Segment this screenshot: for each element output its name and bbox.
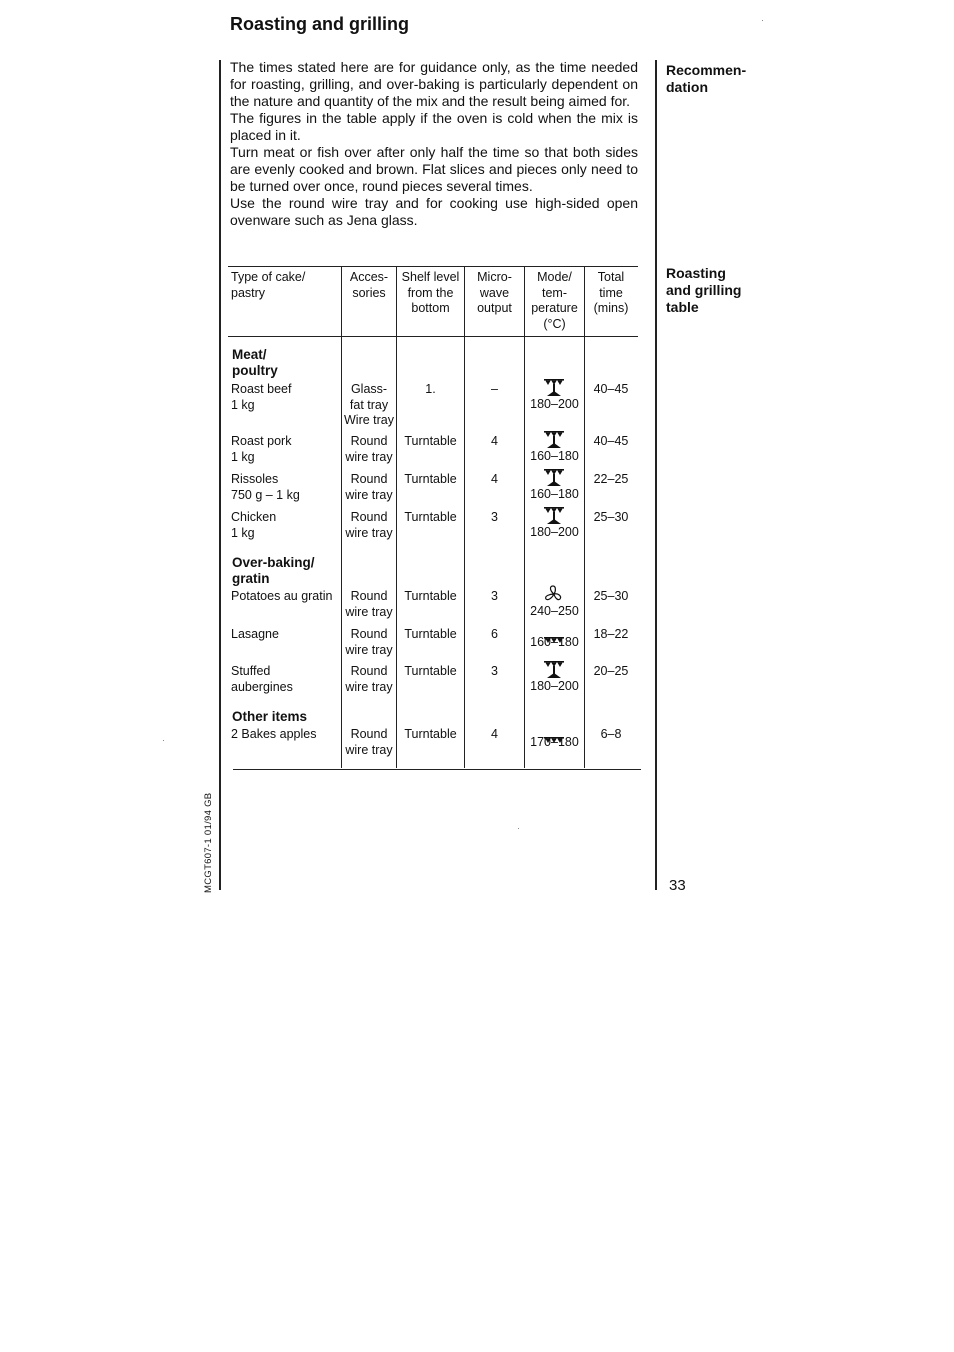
row-item: 2 Bakes apples <box>231 727 317 741</box>
row-total-time: 40–45 <box>593 382 629 396</box>
row-temperature: 160–180 <box>530 635 579 649</box>
row-temperature: 180–200 <box>530 679 579 693</box>
row-shelf-level: 1. <box>425 382 436 396</box>
scan-speck <box>163 740 164 741</box>
page-number: 33 <box>669 877 686 894</box>
row-item: Rissoles 750 g – 1 kg <box>231 472 300 502</box>
row-total-time: 25–30 <box>593 589 629 603</box>
row-total-time: 25–30 <box>593 510 629 524</box>
row-shelf-level: Turntable <box>404 664 457 678</box>
row-item: Roast pork 1 kg <box>231 434 292 464</box>
row-microwave-output: 3 <box>491 664 498 678</box>
row-microwave-output: 3 <box>491 589 498 603</box>
sidebar-heading-recommendation: Recommen- dation <box>666 62 747 95</box>
row-temperature: 160–180 <box>530 449 579 463</box>
right-margin-rule <box>655 60 657 890</box>
row-temperature: 180–200 <box>530 397 579 411</box>
row-shelf-level: Turntable <box>404 727 457 741</box>
row-temperature: 170–180 <box>530 735 579 749</box>
row-total-time: 22–25 <box>593 472 629 486</box>
row-temperature: 180–200 <box>530 525 579 539</box>
row-accessories: Round wire tray <box>345 627 393 657</box>
header-shelf-level: Shelf level from the bottom <box>401 270 460 315</box>
row-shelf-level: Turntable <box>404 434 457 448</box>
row-microwave-output: 4 <box>491 472 498 486</box>
row-shelf-level: Turntable <box>404 510 457 524</box>
row-accessories: Glass- fat tray Wire tray <box>344 382 394 427</box>
section-heading-meat-poultry: Meat/ poultry <box>232 347 278 378</box>
row-microwave-output: 4 <box>491 434 498 448</box>
header-type: Type of cake/ pastry <box>231 270 306 300</box>
intro-paragraph: The figures in the table apply if the oven is cold when the mix is placed in it. <box>230 110 638 143</box>
row-shelf-level: Turntable <box>404 472 457 486</box>
row-accessories: Round wire tray <box>345 434 393 464</box>
sidebar-heading-table: Roasting and grilling table <box>666 265 742 315</box>
document-code: MCGT607-1 01/94 GB <box>203 792 214 893</box>
intro-paragraph: Turn meat or fish over after only half the time so that both sides are evenly cooked and brown. Flat slices and pieces only need to be turned over once, round pieces several times. <box>230 144 638 194</box>
row-shelf-level: Turntable <box>404 589 457 603</box>
header-accessories: Acces- sories <box>349 270 389 300</box>
table-bottom-rule <box>233 769 641 770</box>
row-microwave-output: 3 <box>491 510 498 524</box>
row-microwave-output: 4 <box>491 727 498 741</box>
row-total-time: 40–45 <box>593 434 629 448</box>
scan-speck <box>518 828 519 829</box>
row-temperature: 160–180 <box>530 487 579 501</box>
section-heading-over-baking: Over-baking/ gratin <box>232 555 315 586</box>
row-total-time: 18–22 <box>593 627 629 641</box>
row-shelf-level: Turntable <box>404 627 457 641</box>
row-accessories: Round wire tray <box>345 472 393 502</box>
row-item: Stuffed aubergines <box>231 664 293 694</box>
row-item: Roast beef 1 kg <box>231 382 292 412</box>
header-mode-temperature: Mode/ tem- perature (°C) <box>531 270 578 331</box>
row-accessories: Round wire tray <box>345 727 393 757</box>
table-header-rule <box>228 336 638 337</box>
intro-paragraph: Use the round wire tray and for cooking use high-sided open ovenware such as Jena glass. <box>230 195 638 228</box>
row-accessories: Round wire tray <box>345 510 393 540</box>
page-title: Roasting and grilling <box>230 14 409 34</box>
row-accessories: Round wire tray <box>345 589 393 619</box>
row-total-time: 20–25 <box>593 664 629 678</box>
intro-paragraph: The times stated here are for guidance only, as the time needed for roasting, grilling, and over-baking is particularly dependent on the nature and quantity of the mix and the result being aimed for. <box>230 59 638 109</box>
row-microwave-output: – <box>491 382 498 396</box>
left-margin-rule <box>219 60 221 890</box>
row-temperature: 240–250 <box>530 604 579 618</box>
row-microwave-output: 6 <box>491 627 498 641</box>
header-total-time: Total time (mins) <box>593 270 629 315</box>
row-item: Lasagne <box>231 627 279 641</box>
row-item: Potatoes au gratin <box>231 589 333 603</box>
section-heading-other-items: Other items <box>232 709 308 724</box>
intro-text <box>230 59 638 229</box>
header-microwave-output: Micro- wave output <box>477 270 512 315</box>
scan-speck <box>762 20 763 21</box>
row-accessories: Round wire tray <box>345 664 393 694</box>
table-top-rule <box>228 266 638 267</box>
row-item: Chicken 1 kg <box>231 510 277 540</box>
row-total-time: 6–8 <box>600 727 622 741</box>
